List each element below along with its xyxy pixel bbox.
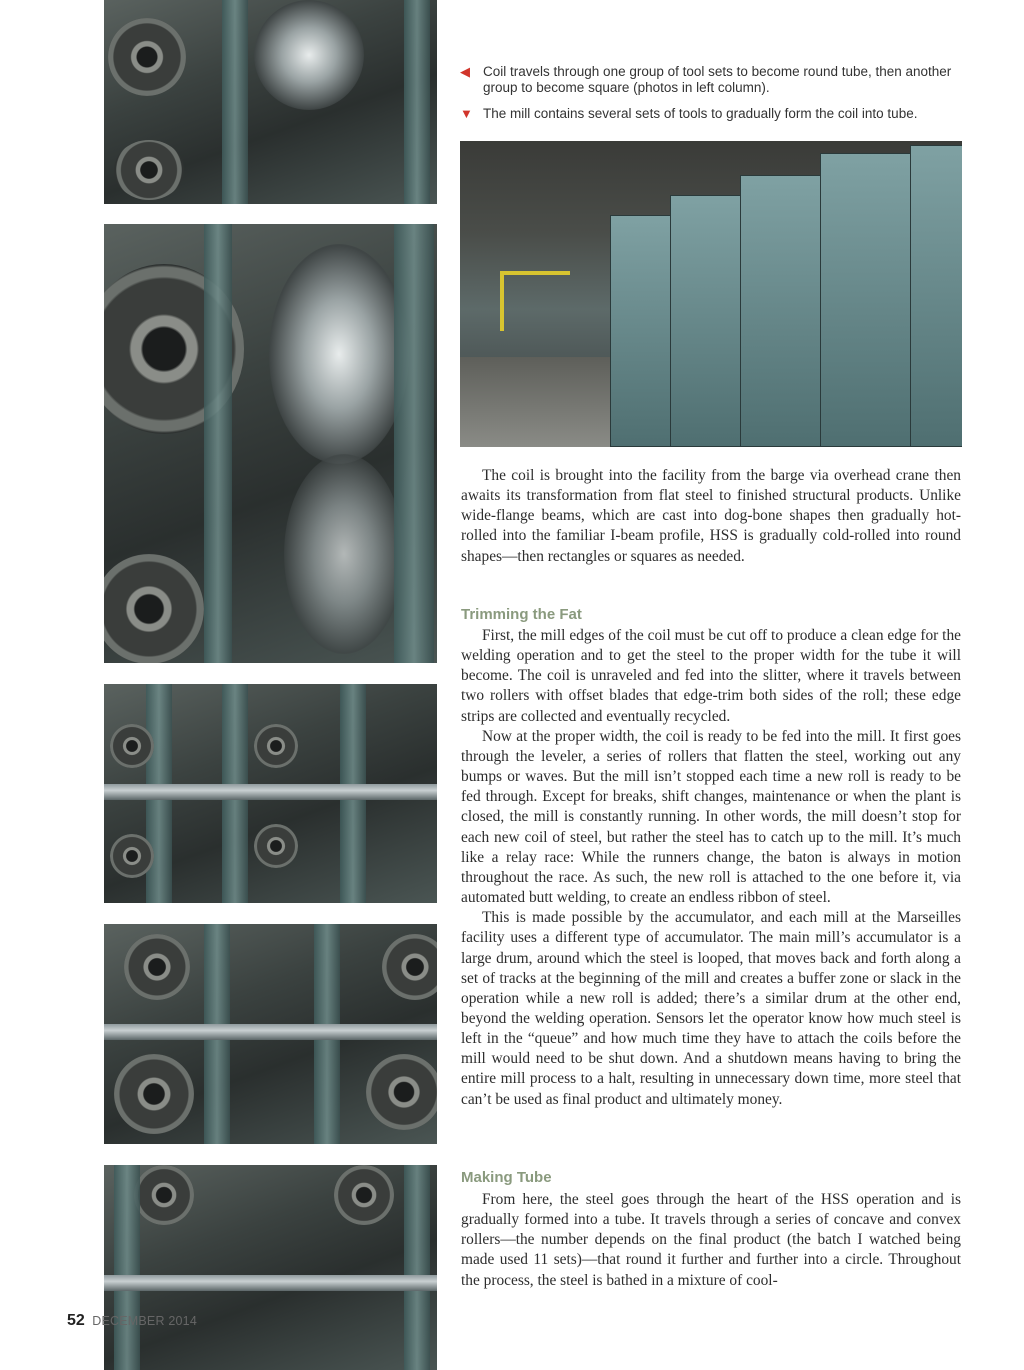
photo-round-tube-forming <box>104 224 437 663</box>
paragraph: First, the mill edges of the coil must be cut off to produce a clean edge for the welding operation and to get the steel to the proper width for the tube it will become. The coil is unraveled and fed into the slitter, where it travels between two rollers with offset blades that edge-trim both sides of the roll; these edge strips are collected and eventually recycled. <box>461 627 961 725</box>
paragraph: The coil is brought into the facility from the barge via overhead crane then awaits its transformation from flat steel to finished structural products. Unlike wide-flange beams, which are cast into dog-bone shapes then gradually hot-rolled into the familiar I-beam profile, HSS is gradually cold-rolled into round shapes—then rectangles or squares as needed. <box>461 467 961 565</box>
photo-tooling-top <box>104 0 437 204</box>
section-making-tube-body <box>461 1190 961 1291</box>
down-arrow-icon: ▼ <box>460 106 473 121</box>
section-trimming-body <box>461 626 961 1110</box>
issue-date: DECEMBER 2014 <box>92 1314 197 1328</box>
photo-square-forming <box>104 924 437 1144</box>
photo-tube-bottom <box>104 1165 437 1370</box>
paragraph: This is made possible by the accumulator, and each mill at the Marseilles facility uses a different type of accumulator. The main mill’s accumulator is a large drum, around which the steel is looped, that moves back and forth along a set of tracks at the beginning of the mill and creates a buffer zone or slack in the operation while a new roll is added; there’s a similar drum at the other end, beyond the welding operation. Sensors let the operator know how much steel is left in the “queue” and how much time they have to attach the coils before the mill would need to be shut down. And a shutdown means having to bring the entire mill process to a halt, resulting in unnecessary down time, more steel that can’t be used as final product and ultimately money. <box>461 909 961 1108</box>
caption-mill-photo <box>460 106 960 122</box>
left-arrow-icon: ◀ <box>460 64 470 79</box>
section-heading-trimming: Trimming the Fat <box>461 606 582 623</box>
photo-tool-sets-row <box>104 684 437 903</box>
photo-captions <box>460 64 960 132</box>
caption-text: The mill contains several sets of tools to gradually form the coil into tube. <box>483 106 918 121</box>
page-number: 52 <box>67 1312 85 1329</box>
caption-left-column <box>460 64 960 96</box>
intro-paragraph <box>461 466 961 567</box>
page-footer <box>67 1312 197 1330</box>
section-heading-making-tube: Making Tube <box>461 1169 552 1186</box>
photo-mill-tool-sets <box>460 141 962 447</box>
caption-text: Coil travels through one group of tool sets to become round tube, then another group to become square (photos in left column). <box>483 64 952 95</box>
paragraph: Now at the proper width, the coil is ready to be fed into the mill. It first goes through the leveler, a series of rollers that flatten the steel, working out any bumps or waves. But the mill isn’t stopped each time a new roll is ready to be fed through. Except for breaks, shift changes, maintenance or when the plant is closed, the mill is constantly running. In other words, the mill doesn’t stop for each new coil of steel, but rather the steel has to catch up to the mill. It’s much like a relay race: While the runners change, the baton is always in motion throughout the race. As such, the new roll is attached to the one before it, via automated butt welding, to create an endless ribbon of steel. <box>461 727 961 907</box>
paragraph: From here, the steel goes through the heart of the HSS operation and is gradually formed into a tube. It travels through a series of concave and convex rollers—the number depends on the final product (the batch I watched being made used 11 sets)—that round it further and further into a circle. Throughout the process, the steel is bathed in a mixture of cool- <box>461 1191 961 1289</box>
